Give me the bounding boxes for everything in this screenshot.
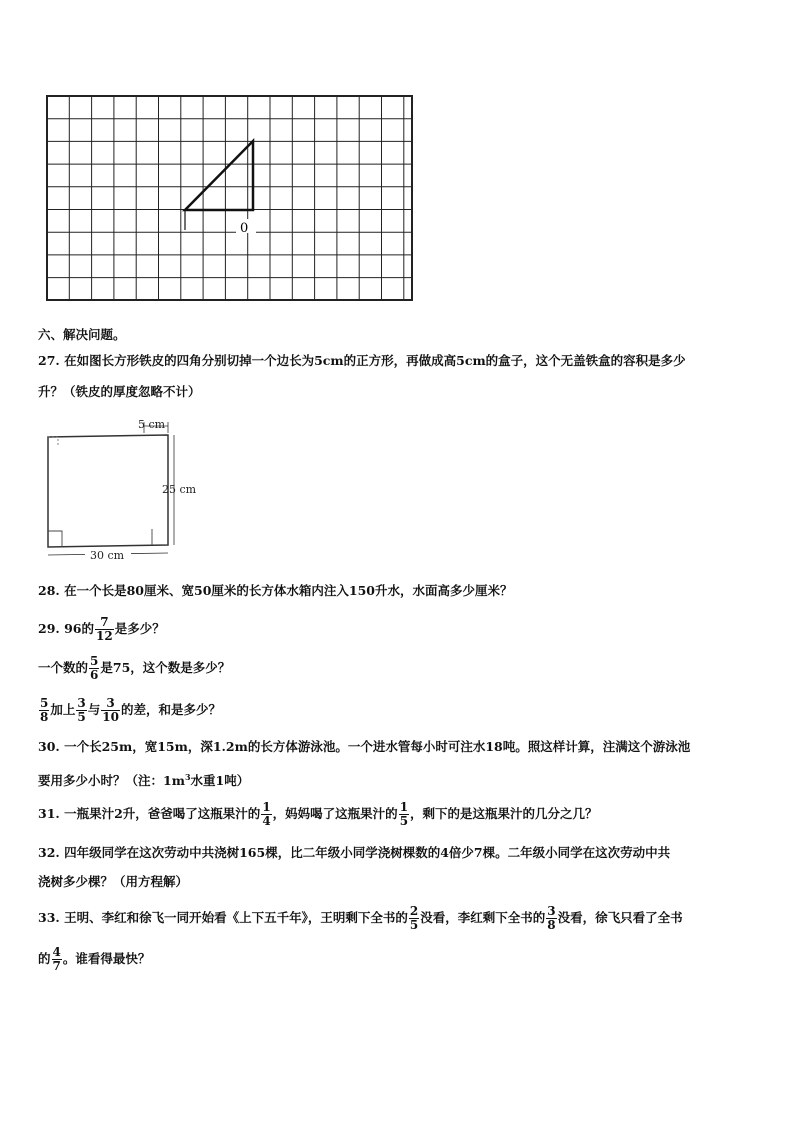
q32-line2: 浇树多少棵？（用方程解） xyxy=(38,874,189,889)
q32-line1: 32. 四年级同学在这次劳动中共浇树165棵，比二年级小同学浇树棵数的4倍少7棵。二年级小同学在这次劳动中共 xyxy=(38,845,671,860)
label-25cm: 25 cm xyxy=(162,483,197,496)
q29-part2: 一个数的 $\frac{5}{6}$ 是75，这个数是多少？ xyxy=(38,654,231,682)
fraction-7-12: $\frac{7}{12}$ xyxy=(96,615,113,643)
q29-part3: $\frac{5}{8}$ 加上 $\frac{3}{5}$ 与 $\frac{3}{10}$ 的差，和是多少？ xyxy=(40,696,221,724)
q27-line2: 升？（铁皮的厚度忽略不计） xyxy=(38,384,201,399)
q31: 31. 一瓶果汁2升，爸爸喝了这瓶果汁的 $\frac{1}{4}$ ，妈妈喝了这瓶果汁的 $\frac{1}{5}$ ，剩下的是这瓶果汁的几分之几？ xyxy=(38,800,598,828)
origin-label: 0 xyxy=(240,221,249,236)
q33-line2: 的 $\frac{4}{7}$ 。谁看得最快？ xyxy=(38,945,151,973)
fraction-3-10: $\frac{3}{10}$ xyxy=(102,696,119,724)
fraction-1-4: $\frac{1}{4}$ xyxy=(262,800,271,828)
q30-line1: 30. 一个长25m，宽15m，深1.2m的长方体游泳池。一个进水管每小时可注水18吨。照这样计算，注满这个游泳池 xyxy=(38,739,691,754)
q29-part1: 29. 96的 $\frac{7}{12}$ 是多少？ xyxy=(38,615,165,643)
q28: 28. 在一个长是80厘米、宽50厘米的长方体水箱内注入150升水，水面高多少厘米？ xyxy=(38,583,513,598)
fraction-1-5: $\frac{1}{5}$ xyxy=(399,800,409,828)
fraction-3-5: $\frac{3}{5}$ xyxy=(77,696,86,724)
label-30cm: 30 cm xyxy=(90,549,125,562)
fraction-4-7: $\frac{4}{7}$ xyxy=(52,945,61,973)
fraction-2-5: $\frac{2}{5}$ xyxy=(409,904,419,932)
fraction-5-8: $\frac{5}{8}$ xyxy=(40,696,49,724)
grid-lines xyxy=(47,96,412,300)
q27-line1: 27. 在如图长方形铁皮的四角分别切掉一个边长为5cm的正方形，再做成高5cm的盒子，这个无盖铁盒的容积是多少 xyxy=(38,353,686,368)
fraction-3-8: $\frac{3}{8}$ xyxy=(547,904,556,932)
iron-sheet-figure xyxy=(40,413,210,573)
fraction-5-6: $\frac{5}{6}$ xyxy=(90,654,99,682)
section-title: 六、解决问题。 xyxy=(38,327,126,342)
label-5cm: 5 cm xyxy=(138,418,166,431)
q33-line1: 33. 王明、李红和徐飞一同开始看《上下五千年》，王明剩下全书的 $\frac{2}{5}$ 没看，李红剩下全书的 $\frac{3}{8}$ 没看，徐飞只看了全书 xyxy=(38,904,683,932)
grid-figure xyxy=(46,95,414,303)
triangle-shape xyxy=(185,141,253,210)
q30-line2: 要用多少小时？（注：$1m^3$水重1吨） xyxy=(38,772,250,789)
